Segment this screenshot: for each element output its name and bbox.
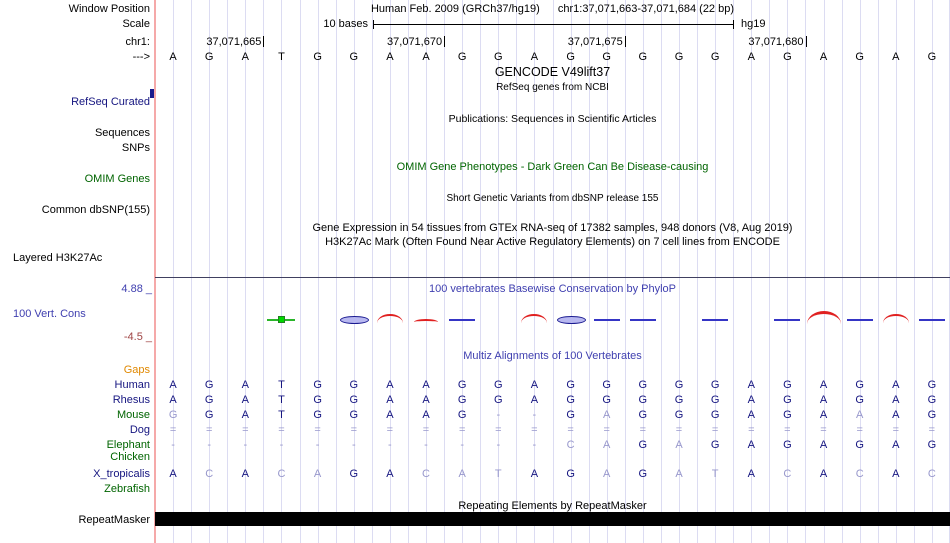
track-label-dbsnp[interactable]: Common dbSNP(155) xyxy=(41,204,150,216)
alignment-base: T xyxy=(711,468,719,480)
alignment-base: G xyxy=(927,394,937,406)
alignment-base: A xyxy=(530,468,539,480)
strand-arrow: ---> xyxy=(132,51,150,63)
alignment-base: = xyxy=(928,424,936,436)
alignment-base: A xyxy=(892,439,900,451)
sequence-base: G xyxy=(710,51,720,63)
alignment-base: A xyxy=(747,468,755,480)
conservation-mark xyxy=(594,319,620,321)
alignment-base: G xyxy=(457,379,467,391)
conservation-mark xyxy=(847,319,873,321)
alignment-base: A xyxy=(892,394,900,406)
alignment-base: = xyxy=(639,424,647,436)
alignment-base: = xyxy=(458,424,466,436)
alignment-base: = xyxy=(422,424,430,436)
sequence-base: G xyxy=(783,51,792,63)
conservation-mark xyxy=(557,316,586,324)
alignment-base: G xyxy=(204,379,214,391)
alignment-base: A xyxy=(241,394,249,406)
alignment-base: G xyxy=(783,439,792,451)
alignment-base: = xyxy=(567,424,574,436)
alignment-base: T xyxy=(278,394,285,406)
species-label-mouse[interactable]: Mouse xyxy=(116,409,150,421)
alignment-base: A xyxy=(241,468,249,480)
track-label-sequences[interactable]: Sequences xyxy=(94,127,150,139)
repeatmasker-title[interactable]: Repeating Elements by RepeatMasker xyxy=(458,500,647,512)
alignment-base: - xyxy=(351,439,356,451)
alignment-base: - xyxy=(243,439,248,451)
alignment-base: C xyxy=(927,468,936,480)
alignment-base: A xyxy=(458,468,466,480)
alignment-base: - xyxy=(496,409,501,421)
alignment-base: G xyxy=(855,439,864,451)
alignment-base: A xyxy=(603,468,611,480)
alignment-base: G xyxy=(349,394,359,406)
alignment-base: G xyxy=(638,409,648,421)
conservation-mark xyxy=(340,316,369,324)
alignment-base: G xyxy=(349,379,359,391)
alignment-base: G xyxy=(783,394,792,406)
alignment-base: = xyxy=(495,424,502,436)
sequence-base: G xyxy=(204,51,214,63)
alignment-base: G xyxy=(710,409,720,421)
alignment-base: G xyxy=(710,439,720,451)
sequence-base: T xyxy=(278,51,285,63)
alignment-base: A xyxy=(241,409,249,421)
alignment-base: G xyxy=(204,409,214,421)
range-title: chr1:37,071,663-37,071,684 (22 bp) xyxy=(557,3,735,15)
alignment-base: A xyxy=(169,379,177,391)
repeatmasker-element[interactable] xyxy=(155,512,950,526)
sequence-base: A xyxy=(386,51,394,63)
conservation-mark xyxy=(278,316,285,323)
species-label-chicken[interactable]: Chicken xyxy=(110,451,150,463)
ruler-tick-label: 37,071,680 xyxy=(748,36,804,48)
sequence-base: G xyxy=(494,51,503,63)
alignment-base: G xyxy=(602,394,611,406)
sequence-base: G xyxy=(855,51,864,63)
h3k27ac-title[interactable]: H3K27Ac Mark (Often Found Near Active Regulatory Elements) on 7 cell lines from ENCODE xyxy=(325,236,780,248)
alignment-base: G xyxy=(674,394,684,406)
alignment-base: A xyxy=(892,468,900,480)
alignment-base: C xyxy=(422,468,430,480)
alignment-base: G xyxy=(638,468,648,480)
species-label-human[interactable]: Human xyxy=(114,379,150,391)
gencode-title[interactable]: GENCODE V49lift37 xyxy=(494,65,611,79)
alignment-base: G xyxy=(566,468,575,480)
alignment-base: A xyxy=(422,379,430,391)
species-label-x_tropicalis[interactable]: X_tropicalis xyxy=(93,468,150,480)
alignment-base: C xyxy=(277,468,286,480)
species-label-zebrafish[interactable]: Zebrafish xyxy=(104,483,150,495)
cons-min-value: -4.5 _ xyxy=(123,331,152,343)
alignment-base: A xyxy=(856,409,864,421)
ruler-tick xyxy=(263,36,264,47)
alignment-base: A xyxy=(386,468,394,480)
sequence-base: G xyxy=(638,51,648,63)
alignment-base: C xyxy=(783,468,792,480)
alignment-base: A xyxy=(819,439,828,451)
alignment-base: - xyxy=(532,409,537,421)
alignment-base: G xyxy=(638,379,648,391)
sequence-base: A xyxy=(241,51,249,63)
alignment-base: A xyxy=(422,394,430,406)
alignment-base: - xyxy=(388,439,392,451)
conservation-mark xyxy=(521,314,547,323)
alignment-base: - xyxy=(496,439,501,451)
window-position-label: Window Position xyxy=(68,3,150,15)
ruler-tick-label: 37,071,665 xyxy=(206,36,262,48)
alignment-base: A xyxy=(386,409,394,421)
conservation-mark xyxy=(702,319,728,321)
ruler-tick xyxy=(625,36,626,47)
alignment-base: A xyxy=(675,468,683,480)
refseq-track-item[interactable] xyxy=(150,89,154,98)
alignment-base: A xyxy=(675,439,683,451)
species-label-rhesus[interactable]: Rhesus xyxy=(112,394,150,406)
alignment-base: = xyxy=(856,424,863,436)
conservation-mark xyxy=(774,319,800,321)
sequence-base: A xyxy=(169,51,177,63)
alignment-base: A xyxy=(530,394,539,406)
conservation-mark xyxy=(414,319,438,325)
alignment-base: G xyxy=(674,409,684,421)
alignment-base: A xyxy=(386,394,394,406)
alignment-base: A xyxy=(530,379,539,391)
conservation-mark xyxy=(630,319,656,321)
alignment-base: G xyxy=(927,379,937,391)
alignment-base: = xyxy=(386,424,394,436)
alignment-base: A xyxy=(892,409,900,421)
alignment-base: A xyxy=(819,379,828,391)
alignment-base: G xyxy=(204,394,214,406)
alignment-base: G xyxy=(313,379,322,391)
alignment-base: = xyxy=(748,424,755,436)
alignment-base: G xyxy=(674,379,684,391)
alignment-base: G xyxy=(494,394,503,406)
alignment-base: G xyxy=(602,379,611,391)
sequence-base: A xyxy=(747,51,755,63)
alignment-base: G xyxy=(855,379,864,391)
alignment-base: T xyxy=(278,379,285,391)
scale-label: Scale xyxy=(122,18,150,30)
alignment-base: A xyxy=(892,379,900,391)
alignment-base: A xyxy=(386,379,394,391)
species-label-gaps[interactable]: Gaps xyxy=(123,364,150,376)
alignment-base: A xyxy=(603,439,611,451)
alignment-base: G xyxy=(783,379,792,391)
alignment-base: = xyxy=(242,424,249,436)
alignment-base: - xyxy=(171,439,175,451)
sequence-base: G xyxy=(457,51,467,63)
alignment-base: - xyxy=(315,439,320,451)
conservation-mark xyxy=(883,314,909,323)
alignment-base: A xyxy=(747,409,755,421)
alignment-base: - xyxy=(460,439,465,451)
multiz-title[interactable]: Multiz Alignments of 100 Vertebrates xyxy=(463,350,642,362)
alignment-base: = xyxy=(278,424,285,436)
alignment-base: A xyxy=(819,468,828,480)
alignment-base: A xyxy=(169,394,177,406)
sequence-base: A xyxy=(892,51,900,63)
track-label-repeatmasker[interactable]: RepeatMasker xyxy=(78,514,150,526)
alignment-base: G xyxy=(313,409,322,421)
alignment-base: A xyxy=(603,409,611,421)
alignment-base: = xyxy=(820,424,827,436)
alignment-base: = xyxy=(711,424,719,436)
alignment-base: G xyxy=(783,409,792,421)
ruler-tick-label: 37,071,670 xyxy=(387,36,443,48)
conservation-mark xyxy=(919,319,945,321)
conservation-mark xyxy=(807,311,841,324)
alignment-base: G xyxy=(638,394,648,406)
alignment-base: G xyxy=(349,468,359,480)
sequence-base: A xyxy=(422,51,430,63)
alignment-base: G xyxy=(168,409,178,421)
alignment-base: - xyxy=(279,439,284,451)
alignment-base: A xyxy=(422,409,430,421)
alignment-base: A xyxy=(241,379,249,391)
alignment-base: C xyxy=(855,468,864,480)
alignment-base: G xyxy=(494,379,503,391)
alignment-base: = xyxy=(603,424,610,436)
alignment-base: C xyxy=(566,439,575,451)
alignment-base: G xyxy=(566,379,575,391)
alignment-base: A xyxy=(313,468,322,480)
genome-tag: hg19 xyxy=(741,18,766,30)
alignment-base: - xyxy=(424,439,428,451)
ruler-tick xyxy=(806,36,807,47)
alignment-base: G xyxy=(566,394,575,406)
alignment-base: G xyxy=(710,394,720,406)
ruler-tick-label: 37,071,675 xyxy=(567,36,623,48)
sequence-base: G xyxy=(349,51,359,63)
sequence-base: G xyxy=(313,51,322,63)
publications-title[interactable]: Publications: Sequences in Scientific Articles xyxy=(448,113,657,125)
alignment-base: C xyxy=(205,468,214,480)
alignment-base: = xyxy=(350,424,358,436)
alignment-base: G xyxy=(457,394,467,406)
assembly-title: Human Feb. 2009 (GRCh37/hg19) xyxy=(370,3,540,15)
alignment-base: T xyxy=(494,468,502,480)
alignment-base: = xyxy=(675,424,683,436)
alignment-base: G xyxy=(349,409,359,421)
alignment-base: A xyxy=(169,468,177,480)
alignment-base: = xyxy=(314,424,321,436)
sequence-base: A xyxy=(530,51,539,63)
sequence-base: G xyxy=(602,51,611,63)
species-label-dog[interactable]: Dog xyxy=(129,424,150,436)
sequence-base: G xyxy=(674,51,684,63)
track-label-refseq[interactable]: RefSeq Curated xyxy=(71,96,150,108)
refseq-title[interactable]: RefSeq genes from NCBI xyxy=(496,82,609,93)
alignment-base: A xyxy=(747,439,755,451)
sequence-base: G xyxy=(566,51,575,63)
dbsnp-title[interactable]: Short Genetic Variants from dbSNP release 155 xyxy=(446,193,659,204)
cons-max-value: 4.88 _ xyxy=(121,283,152,295)
alignment-base: = xyxy=(784,424,791,436)
gtex-title[interactable]: Gene Expression in 54 tissues from GTEx RNA-seq of 17382 samples, 948 donors (V8, Aug 2019) xyxy=(312,222,793,234)
conservation-mark xyxy=(377,314,403,323)
alignment-base: A xyxy=(819,394,828,406)
ruler-tick xyxy=(444,36,445,47)
alignment-base: A xyxy=(747,379,755,391)
alignment-base: = xyxy=(531,424,538,436)
alignment-base: = xyxy=(169,424,177,436)
track-label-omim[interactable]: OMIM Genes xyxy=(84,173,150,185)
track-separator-line xyxy=(155,277,950,278)
species-label-elephant[interactable]: Elephant xyxy=(106,439,150,451)
sequence-base: G xyxy=(927,51,937,63)
scale-text: 10 bases xyxy=(323,18,368,30)
scale-ruler-left-tick xyxy=(373,20,374,29)
alignment-base: T xyxy=(278,409,285,421)
alignment-base: = xyxy=(892,424,900,436)
chrom-label: chr1: xyxy=(125,36,150,48)
alignment-base: G xyxy=(855,394,864,406)
sequence-base: A xyxy=(819,51,828,63)
alignment-base: G xyxy=(710,379,720,391)
track-label-cons[interactable]: 100 Vert. Cons xyxy=(13,308,86,320)
position-header xyxy=(155,3,950,15)
alignment-base: A xyxy=(747,394,755,406)
alignment-base: G xyxy=(457,409,467,421)
conservation-title[interactable]: 100 vertebrates Basewise Conservation by PhyloP xyxy=(428,283,677,295)
alignment-base: - xyxy=(207,439,212,451)
alignment-base: G xyxy=(313,394,322,406)
alignment-base: G xyxy=(927,439,937,451)
conservation-mark xyxy=(449,319,475,321)
track-label-snps[interactable]: SNPs xyxy=(121,142,150,154)
track-label-h3k27ac[interactable]: Layered H3K27Ac xyxy=(13,252,103,264)
alignment-base: A xyxy=(819,409,828,421)
alignment-base: = xyxy=(205,424,213,436)
alignment-base: - xyxy=(532,439,537,451)
alignment-base: G xyxy=(566,409,575,421)
scale-ruler xyxy=(373,24,733,25)
alignment-base: G xyxy=(927,409,937,421)
scale-ruler-right-tick xyxy=(733,20,734,29)
omim-title[interactable]: OMIM Gene Phenotypes - Dark Green Can Be Disease-causing xyxy=(396,161,709,173)
alignment-base: G xyxy=(638,439,648,451)
